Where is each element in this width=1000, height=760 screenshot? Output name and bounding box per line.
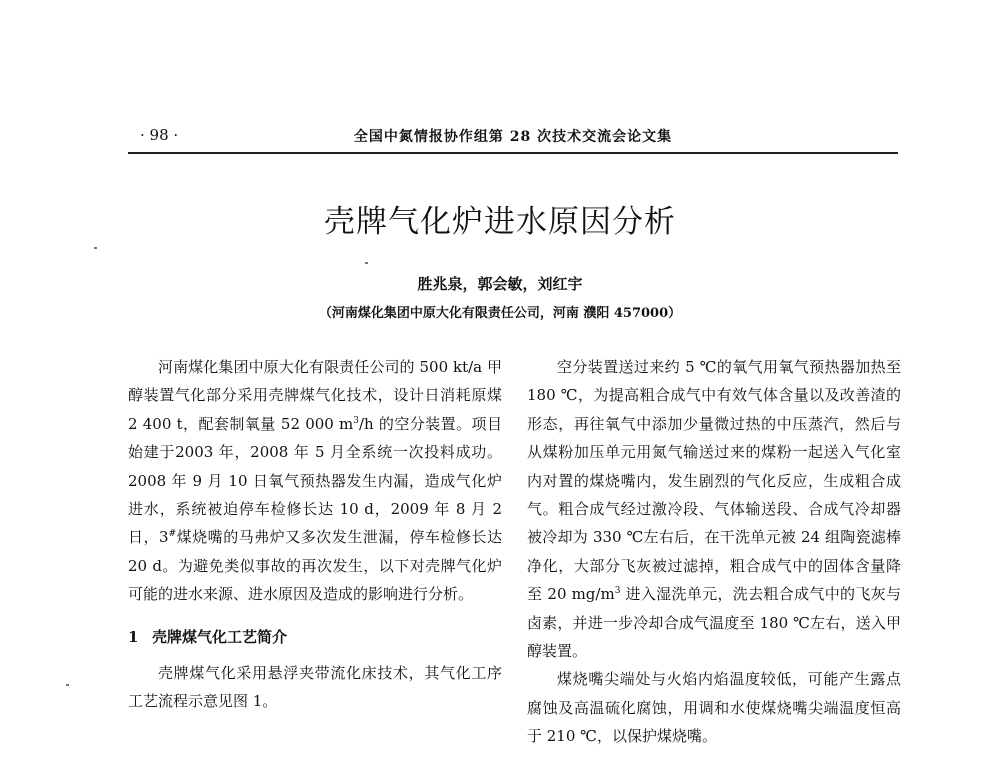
page-number: · 98 · — [140, 126, 179, 144]
intro-sup-2: # — [168, 529, 177, 540]
section-number: 1 — [128, 627, 139, 646]
article-authors: 胜兆泉，郭会敏，刘红宇 — [417, 275, 583, 293]
process-paragraph: 壳牌煤气化采用悬浮夹带流化床技术，其气化工序工艺流程示意见图 1。 — [128, 663, 502, 711]
intro-text-b: /h 的空分装置。项目始建于2003 年，2008 年 5 月全系统一次投料成功。2008 年 9 月 10 日氧气预热器发生内漏，造成气化炉进水，系统被迫停车检修长达 10 d，2009 年 8 月 2 日，3 — [128, 414, 503, 547]
article-affiliation: （河南煤化集团中原大化有限责任公司，河南 濮阳 457000） — [318, 306, 682, 321]
oxygen-text-b: 进入湿洗单元，洗去粗合成气中的飞灰与卤素，并进一步冷却合成气温度至 180 ℃左右，送入甲醇装置。 — [527, 585, 901, 661]
intro-paragraph — [128, 353, 502, 609]
scan-speck — [94, 247, 97, 249]
left-column — [128, 353, 502, 715]
intro-text-a: 河南煤化集团中原大化有限责任公司的 500 kt/a 甲醇装置气化部分采用壳牌煤气化技术，设计日消耗原煤 2 400 t，配套制氧量 52 000 m — [128, 358, 502, 433]
scan-speck — [365, 262, 368, 264]
burner-paragraph: 煤烧嘴尖端处与火焰内焰温度较低，可能产生露点腐蚀及高温硫化腐蚀，用调和水使煤烧嘴尖端温度恒高于 210 ℃，以保护煤烧嘴。 — [527, 670, 901, 746]
intro-sup-1: 3 — [353, 415, 359, 426]
right-column — [527, 353, 901, 751]
intro-text-c: 煤烧嘴的马弗炉又多次发生泄漏，停车检修长达 20 d。为避免类似事故的再次发生，以下对壳牌气化炉可能的进水来源、进水原因及造成的影响进行分析。 — [128, 528, 502, 604]
journal-title: 全国中氮情报协作组第 28 次技术交流会论文集 — [353, 129, 673, 145]
section-title: 壳牌煤气化工艺简介 — [152, 627, 288, 646]
oxygen-text-a: 空分装置送过来约 5 ℃的氧气用氧气预热器加热至 180 ℃，为提高粗合成气中有效气体含量以及改善渣的形态，再往氧气中添加少量微过热的中压蒸汽，然后与从煤粉加压单元用氮气输送过来的煤粉一起送入气化室内对置的煤烧嘴内，发生剧烈的气化反应，生成粗合成气。粗合成气经过激冷段、气体输送段、合成气冷却器被冷却为 330 ℃左右后，在干洗单元被 24 组陶瓷滤棒净化，大部分飞灰被过滤掉，粗合成气中的固体含量降至 20 mg/m — [527, 358, 901, 604]
oxygen-paragraph — [527, 353, 901, 665]
running-header — [128, 126, 898, 150]
article-title: 壳牌气化炉进水原因分析 — [324, 204, 676, 240]
oxygen-sup: 3 — [614, 586, 621, 597]
header-rule — [128, 152, 898, 154]
scan-speck — [66, 684, 69, 686]
section-heading — [128, 623, 502, 651]
